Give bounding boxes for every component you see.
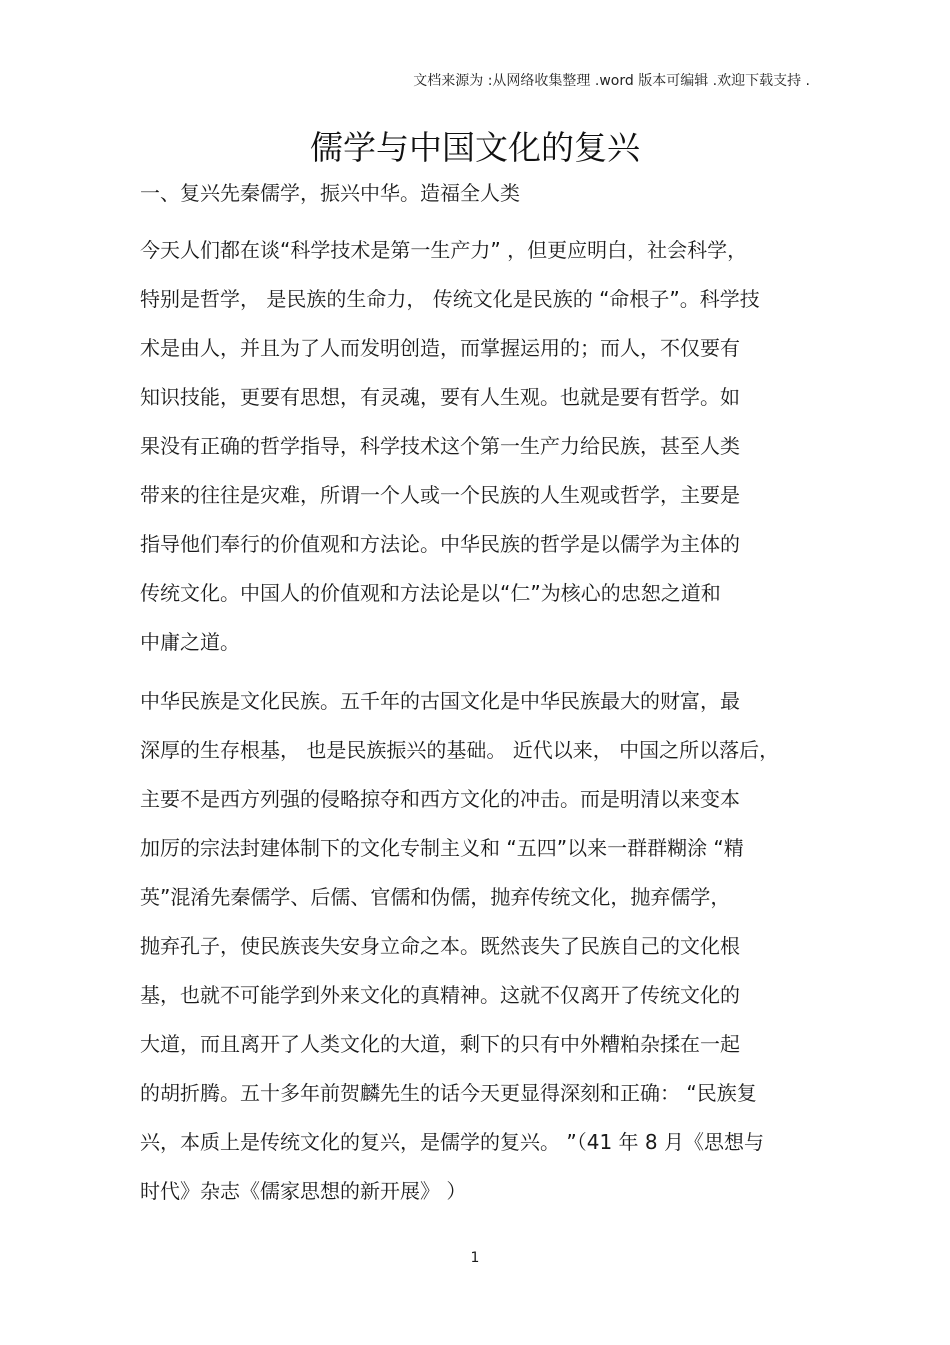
text-line: 传统文化。中国人的价值观和方法论是以“仁”为核心的忠恕之道和 [140, 581, 721, 605]
section-heading: 一、复兴先秦儒学，振兴中华。造福全人类 [140, 181, 520, 205]
text-line: 时代》杂志《儒家思想的新开展》 ） [140, 1179, 467, 1203]
text-line: 果没有正确的哲学指导，科学技术这个第一生产力给民族，甚至人类 [140, 434, 740, 458]
text-line: 主要不是西方列强的侵略掠夺和西方文化的冲击。而是明清以来变本 [140, 787, 740, 811]
document-title: 儒学与中国文化的复兴 [310, 128, 640, 167]
text-line: 特别是哲学， 是民族的生命力， 传统文化是民族的 “命根子”。科学技 [140, 287, 760, 311]
text-line: 带来的往往是灾难，所谓一个人或一个民族的人生观或哲学，主要是 [140, 483, 740, 507]
text-line: 指导他们奉行的价值观和方法论。中华民族的哲学是以儒学为主体的 [140, 532, 740, 556]
text-line: 加厉的宗法封建体制下的文化专制主义和 “五四”以来一群群糊涂 “精 [140, 836, 744, 860]
text-line: 基，也就不可能学到外来文化的真精神。这就不仅离开了传统文化的 [140, 983, 740, 1007]
text-line: 知识技能，更要有思想，有灵魂，要有人生观。也就是要有哲学。如 [140, 385, 740, 409]
text-line: 抛弃孔子，使民族丧失安身立命之本。既然丧失了民族自己的文化根 [140, 934, 740, 958]
page-number: 1 [470, 1250, 480, 1266]
text-line: 大道，而且离开了人类文化的大道，剩下的只有中外糟粕杂揉在一起 [140, 1032, 740, 1056]
text-line: 今天人们都在谈“科学技术是第一生产力” ，但更应明白，社会科学， [140, 238, 748, 262]
text-line: 的胡折腾。五十多年前贺麟先生的话今天更显得深刻和正确： “民族复 [140, 1081, 757, 1105]
text-line: 中庸之道。 [140, 630, 240, 654]
document-body [140, 226, 815, 1226]
paragraph-2 [140, 677, 815, 1216]
text-line: 深厚的生存根基， 也是民族振兴的基础。 近代以来， 中国之所以落后， [140, 738, 780, 762]
header-note: 文档来源为 :从网络收集整理 .word 版本可编辑 .欢迎下载支持 . [413, 73, 810, 89]
text-line: 英”混淆先秦儒学、后儒、官儒和伪儒，抛弃传统文化，抛弃儒学， [140, 885, 731, 909]
paragraph-1 [140, 226, 815, 667]
text-line: 中华民族是文化民族。五千年的古国文化是中华民族最大的财富，最 [140, 689, 740, 713]
text-line: 兴，本质上是传统文化的复兴，是儒学的复兴。 ”（41 年 8 月《思想与 [140, 1130, 764, 1154]
text-line: 术是由人，并且为了人而发明创造，而掌握运用的；而人，不仅要有 [140, 336, 740, 360]
